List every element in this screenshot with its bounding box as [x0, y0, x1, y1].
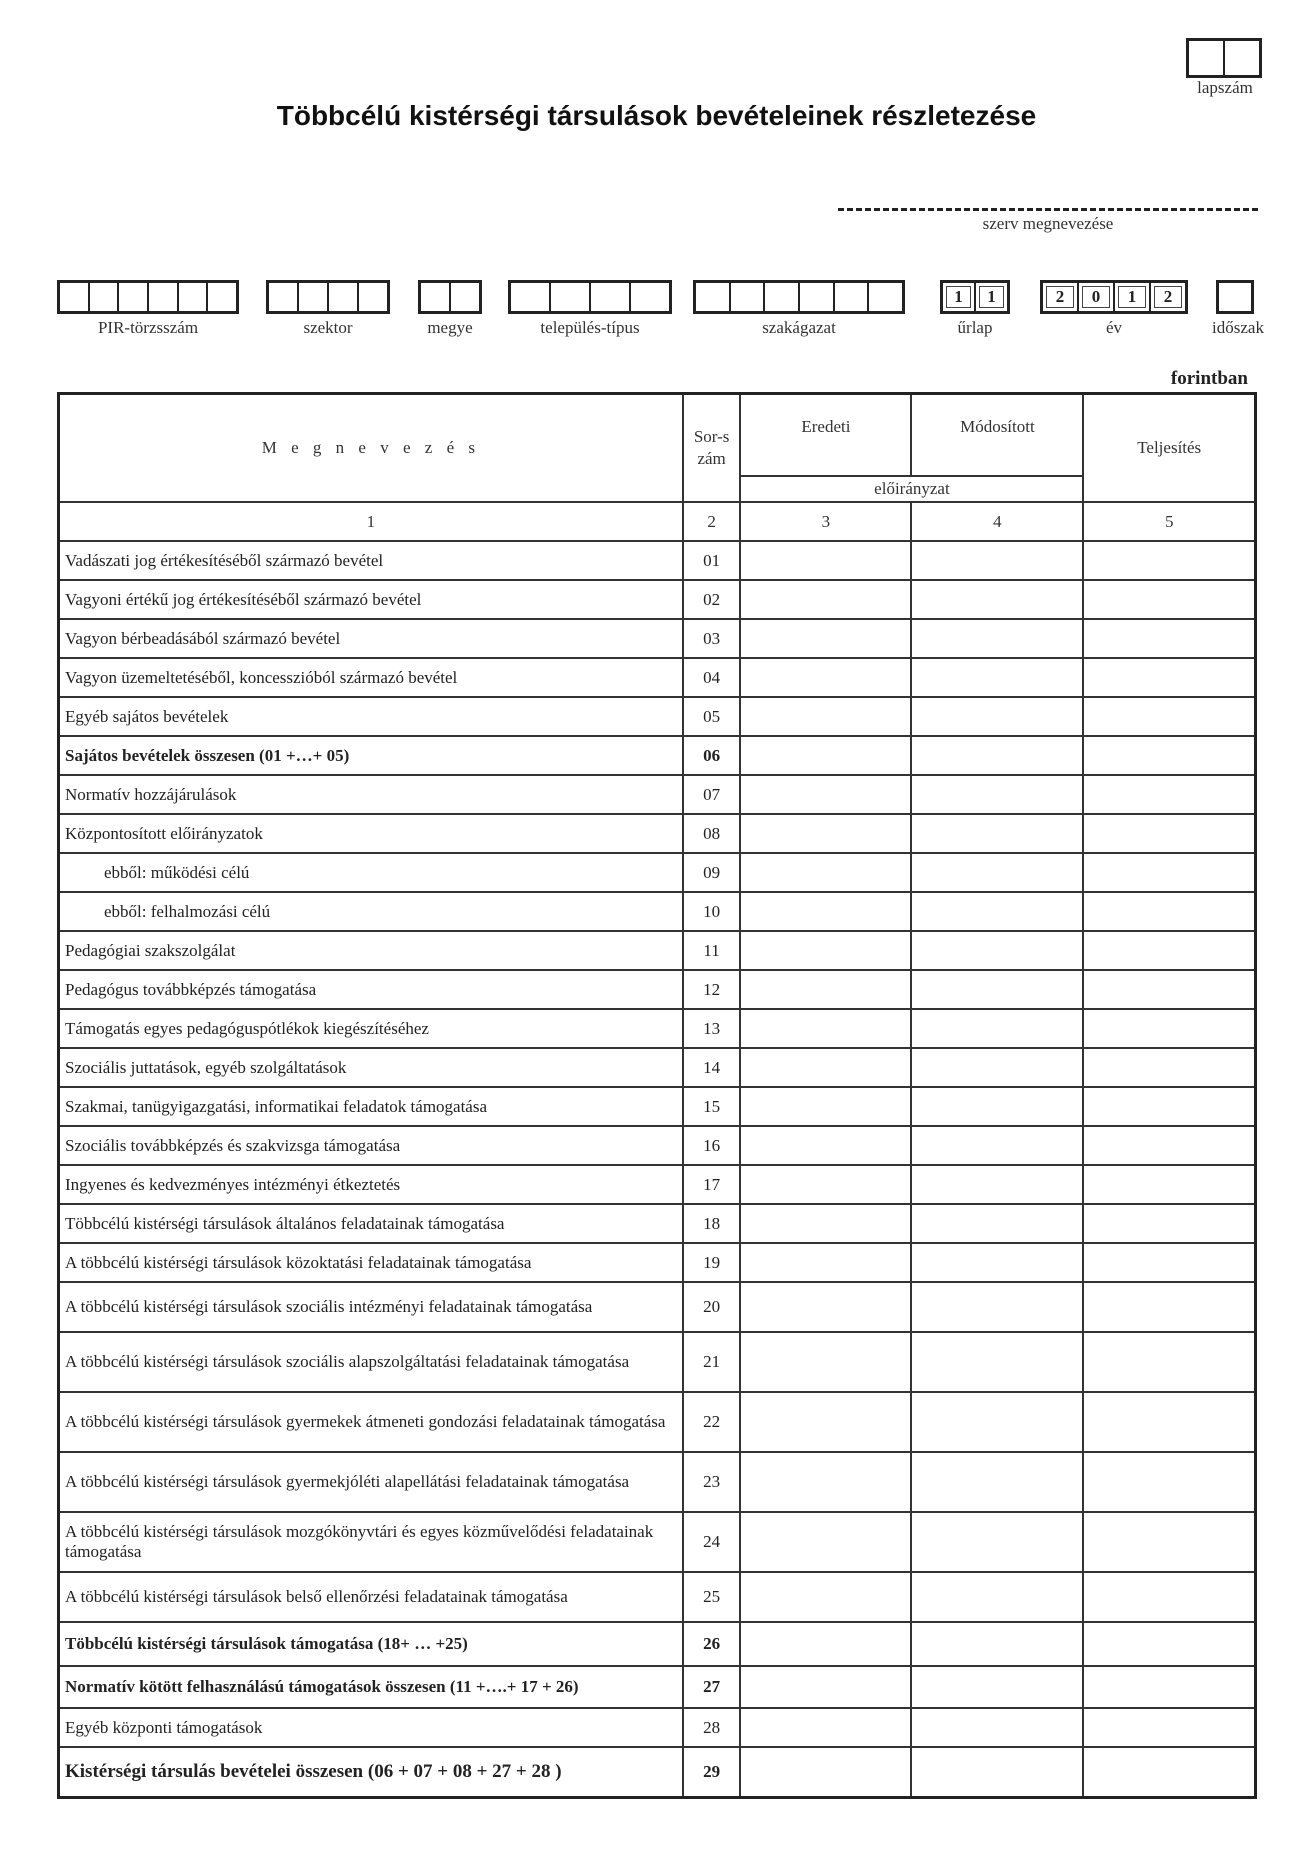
teljesites-input[interactable]	[1083, 931, 1255, 970]
code-cell[interactable]	[1219, 283, 1251, 311]
modositott-input[interactable]	[911, 1282, 1083, 1332]
table-row	[59, 1165, 1256, 1204]
szerv-label: szerv megnevezése	[982, 214, 1114, 233]
row-name: A többcélú kistérségi társulások gyermekek átmeneti gondozási feladatainak támogatása	[59, 1392, 683, 1452]
modositott-input[interactable]	[911, 970, 1083, 1009]
row-name: Többcélú kistérségi társulások támogatása (18+ … +25)	[59, 1622, 683, 1666]
row-name: Vagyoni értékű jog értékesítéséből származó bevétel	[59, 580, 683, 619]
row-name: Normatív hozzájárulások	[59, 775, 683, 814]
code-cell[interactable]	[976, 283, 1007, 311]
code-cell[interactable]	[1115, 283, 1151, 311]
modositott-input[interactable]	[911, 658, 1083, 697]
row-number: 04	[683, 658, 741, 697]
eredeti-input[interactable]	[740, 736, 911, 775]
teljesites-input[interactable]	[1083, 1666, 1255, 1708]
table-row	[59, 1452, 1256, 1512]
modositott-input[interactable]	[911, 736, 1083, 775]
code-cell[interactable]	[90, 283, 120, 311]
modositott-input[interactable]	[911, 814, 1083, 853]
teljesites-input[interactable]	[1083, 1452, 1255, 1512]
eredeti-input[interactable]	[740, 892, 911, 931]
header-sorszam-text: Sor-szám	[693, 427, 730, 468]
modositott-input[interactable]	[911, 1666, 1083, 1708]
table-row	[59, 1048, 1256, 1087]
code-box-group[interactable]	[418, 280, 482, 314]
modositott-input[interactable]	[911, 697, 1083, 736]
table-row	[59, 1332, 1256, 1392]
code-cell[interactable]	[329, 283, 359, 311]
szerv-line[interactable]	[838, 208, 1258, 211]
header-sorszam	[683, 394, 741, 503]
modositott-input[interactable]	[911, 853, 1083, 892]
code-cell[interactable]	[60, 283, 90, 311]
modositott-input[interactable]	[911, 892, 1083, 931]
table-row	[59, 892, 1256, 931]
row-name: Vagyon bérbeadásából származó bevétel	[59, 619, 683, 658]
row-number: 18	[683, 1204, 741, 1243]
modositott-input[interactable]	[911, 619, 1083, 658]
col-number: 3	[740, 502, 911, 541]
col-number: 2	[683, 502, 741, 541]
code-cell[interactable]	[731, 283, 766, 311]
row-name: Szociális juttatások, egyéb szolgáltatások	[59, 1048, 683, 1087]
eredeti-input[interactable]	[740, 1512, 911, 1572]
modositott-input[interactable]	[911, 1048, 1083, 1087]
row-number: 29	[683, 1747, 741, 1798]
modositott-input[interactable]	[911, 1572, 1083, 1622]
modositott-input[interactable]	[911, 1087, 1083, 1126]
modositott-input[interactable]	[911, 931, 1083, 970]
teljesites-input[interactable]	[1083, 658, 1255, 697]
code-box-group[interactable]	[693, 280, 905, 314]
modositott-input[interactable]	[911, 1512, 1083, 1572]
header-eredeti: Eredeti	[740, 394, 911, 477]
row-number: 06	[683, 736, 741, 775]
code-cell-value: 1	[979, 286, 1004, 308]
eredeti-input[interactable]	[740, 814, 911, 853]
eredeti-input[interactable]	[740, 619, 911, 658]
table-row	[59, 931, 1256, 970]
code-cell[interactable]	[1079, 283, 1115, 311]
column-number-row	[59, 502, 1256, 541]
code-cell[interactable]	[149, 283, 179, 311]
row-name: Többcélú kistérségi társulások általános feladatainak támogatása	[59, 1204, 683, 1243]
code-label: szektor	[303, 318, 353, 337]
code-cell[interactable]	[359, 283, 387, 311]
table-row	[59, 1009, 1256, 1048]
row-number: 20	[683, 1282, 741, 1332]
teljesites-input[interactable]	[1083, 1243, 1255, 1282]
row-number: 02	[683, 580, 741, 619]
code-label: megye	[427, 318, 473, 337]
eredeti-input[interactable]	[740, 541, 911, 580]
row-name: A többcélú kistérségi társulások közoktatási feladatainak támogatása	[59, 1243, 683, 1282]
row-number: 21	[683, 1332, 741, 1392]
table-row	[59, 1708, 1256, 1747]
eredeti-input[interactable]	[740, 580, 911, 619]
code-cell[interactable]	[299, 283, 329, 311]
eredeti-input[interactable]	[740, 1392, 911, 1452]
eredeti-input[interactable]	[740, 853, 911, 892]
teljesites-input[interactable]	[1083, 892, 1255, 931]
code-cell[interactable]	[551, 283, 591, 311]
row-name: ebből: működési célú	[59, 853, 683, 892]
row-number: 07	[683, 775, 741, 814]
row-name: Szakmai, tanügyigazgatási, informatikai feladatok támogatása	[59, 1087, 683, 1126]
teljesites-input[interactable]	[1083, 1392, 1255, 1452]
code-cell[interactable]	[421, 283, 451, 311]
code-cell[interactable]	[631, 283, 669, 311]
row-number: 24	[683, 1512, 741, 1572]
row-number: 15	[683, 1087, 741, 1126]
table-row	[59, 1622, 1256, 1666]
table-row	[59, 1666, 1256, 1708]
eredeti-input[interactable]	[740, 931, 911, 970]
header-teljesites: Teljesítés	[1083, 394, 1255, 503]
modositott-input[interactable]	[911, 775, 1083, 814]
code-cell[interactable]	[451, 283, 479, 311]
teljesites-input[interactable]	[1083, 619, 1255, 658]
table-row	[59, 541, 1256, 580]
code-cell-value: 0	[1082, 286, 1110, 308]
revenue-table	[57, 392, 1257, 1799]
code-cell[interactable]	[869, 283, 902, 311]
row-number: 11	[683, 931, 741, 970]
row-name: Normatív kötött felhasználású támogatások összesen (11 +….+ 17 + 26)	[59, 1666, 683, 1708]
row-name: Támogatás egyes pedagóguspótlékok kiegészítéséhez	[59, 1009, 683, 1048]
lapszam-box[interactable]	[1186, 38, 1262, 78]
table-row	[59, 1572, 1256, 1622]
table-row	[59, 853, 1256, 892]
modositott-input[interactable]	[911, 1452, 1083, 1512]
table-row	[59, 775, 1256, 814]
eredeti-input[interactable]	[740, 1165, 911, 1204]
table-row	[59, 580, 1256, 619]
col-number: 1	[59, 502, 683, 541]
row-name: Pedagógiai szakszolgálat	[59, 931, 683, 970]
table-row	[59, 697, 1256, 736]
row-name: Kistérségi társulás bevételei összesen (06 + 07 + 08 + 27 + 28 )	[59, 1747, 683, 1798]
code-cell[interactable]	[800, 283, 835, 311]
teljesites-input[interactable]	[1083, 541, 1255, 580]
modositott-input[interactable]	[911, 580, 1083, 619]
row-number: 28	[683, 1708, 741, 1747]
header-eloiranyzat: előirányzat	[740, 476, 1083, 502]
code-box-group[interactable]	[1040, 280, 1188, 314]
teljesites-input[interactable]	[1083, 1282, 1255, 1332]
row-number: 01	[683, 541, 741, 580]
row-number: 03	[683, 619, 741, 658]
modositott-input[interactable]	[911, 1165, 1083, 1204]
row-name: Egyéb központi támogatások	[59, 1708, 683, 1747]
code-box-group[interactable]	[1216, 280, 1254, 314]
teljesites-input[interactable]	[1083, 1204, 1255, 1243]
col-number: 5	[1083, 502, 1255, 541]
teljesites-input[interactable]	[1083, 697, 1255, 736]
eredeti-input[interactable]	[740, 658, 911, 697]
code-cell[interactable]	[208, 283, 236, 311]
teljesites-input[interactable]	[1083, 1747, 1255, 1798]
table-row	[59, 1126, 1256, 1165]
code-cell-value: 1	[946, 286, 971, 308]
teljesites-input[interactable]	[1083, 1622, 1255, 1666]
unit-label: forintban	[1170, 368, 1248, 389]
table-row	[59, 658, 1256, 697]
row-number: 22	[683, 1392, 741, 1452]
eredeti-input[interactable]	[740, 1282, 911, 1332]
teljesites-input[interactable]	[1083, 814, 1255, 853]
code-label: szakágazat	[762, 318, 836, 337]
table-header-row	[59, 394, 1256, 477]
code-cell[interactable]	[591, 283, 631, 311]
table-row	[59, 1282, 1256, 1332]
table-row	[59, 1243, 1256, 1282]
eredeti-input[interactable]	[740, 1622, 911, 1666]
row-name: Vadászati jog értékesítéséből származó bevétel	[59, 541, 683, 580]
teljesites-input[interactable]	[1083, 853, 1255, 892]
teljesites-input[interactable]	[1083, 1009, 1255, 1048]
table-row	[59, 1512, 1256, 1572]
teljesites-input[interactable]	[1083, 736, 1255, 775]
eredeti-input[interactable]	[740, 775, 911, 814]
teljesites-input[interactable]	[1083, 775, 1255, 814]
modositott-input[interactable]	[911, 1126, 1083, 1165]
eredeti-input[interactable]	[740, 1048, 911, 1087]
row-number: 14	[683, 1048, 741, 1087]
modositott-input[interactable]	[911, 1009, 1083, 1048]
table-row	[59, 970, 1256, 1009]
teljesites-input[interactable]	[1083, 1512, 1255, 1572]
table-row	[59, 1204, 1256, 1243]
code-cell[interactable]	[119, 283, 149, 311]
row-name: Egyéb sajátos bevételek	[59, 697, 683, 736]
code-label: időszak	[1212, 318, 1264, 337]
row-number: 08	[683, 814, 741, 853]
code-label: űrlap	[957, 318, 993, 337]
teljesites-input[interactable]	[1083, 1087, 1255, 1126]
modositott-input[interactable]	[911, 1204, 1083, 1243]
row-name: Ingyenes és kedvezményes intézményi étkeztetés	[59, 1165, 683, 1204]
row-number: 27	[683, 1666, 741, 1708]
code-label: település-típus	[540, 318, 640, 337]
row-name: A többcélú kistérségi társulások belső ellenőrzési feladatainak támogatása	[59, 1572, 683, 1622]
modositott-input[interactable]	[911, 1332, 1083, 1392]
code-box-group[interactable]	[940, 280, 1010, 314]
teljesites-input[interactable]	[1083, 580, 1255, 619]
code-cell-value: 1	[1118, 286, 1146, 308]
code-cell[interactable]	[179, 283, 209, 311]
header-modositott: Módosított	[911, 394, 1083, 477]
teljesites-input[interactable]	[1083, 1332, 1255, 1392]
row-name: Központosított előirányzatok	[59, 814, 683, 853]
table-row	[59, 1087, 1256, 1126]
code-label: év	[1105, 318, 1123, 337]
modositott-input[interactable]	[911, 1622, 1083, 1666]
teljesites-input[interactable]	[1083, 1572, 1255, 1622]
row-number: 10	[683, 892, 741, 931]
lapszam-cell[interactable]	[1225, 41, 1259, 75]
header-megnevezes: M e g n e v e z é s	[59, 394, 683, 503]
table-row	[59, 1392, 1256, 1452]
eredeti-input[interactable]	[740, 1126, 911, 1165]
teljesites-input[interactable]	[1083, 1126, 1255, 1165]
code-cell[interactable]	[269, 283, 299, 311]
row-number: 13	[683, 1009, 741, 1048]
table-row	[59, 814, 1256, 853]
eredeti-input[interactable]	[740, 697, 911, 736]
row-number: 12	[683, 970, 741, 1009]
row-number: 25	[683, 1572, 741, 1622]
eredeti-input[interactable]	[740, 1087, 911, 1126]
eredeti-input[interactable]	[740, 1452, 911, 1512]
teljesites-input[interactable]	[1083, 970, 1255, 1009]
modositott-input[interactable]	[911, 1392, 1083, 1452]
row-number: 17	[683, 1165, 741, 1204]
teljesites-input[interactable]	[1083, 1048, 1255, 1087]
col-number: 4	[911, 502, 1083, 541]
eredeti-input[interactable]	[740, 1204, 911, 1243]
modositott-input[interactable]	[911, 541, 1083, 580]
eredeti-input[interactable]	[740, 1572, 911, 1622]
table-row	[59, 619, 1256, 658]
row-name: Szociális továbbképzés és szakvizsga támogatása	[59, 1126, 683, 1165]
table-row	[59, 1747, 1256, 1798]
teljesites-input[interactable]	[1083, 1708, 1255, 1747]
code-box-group[interactable]	[508, 280, 672, 314]
code-label: PIR-törzsszám	[97, 318, 199, 337]
table-row	[59, 736, 1256, 775]
row-name: A többcélú kistérségi társulások mozgókönyvtári és egyes közművelődési feladatainak támogatása	[59, 1512, 683, 1572]
modositott-input[interactable]	[911, 1708, 1083, 1747]
modositott-input[interactable]	[911, 1747, 1083, 1798]
row-name: Pedagógus továbbképzés támogatása	[59, 970, 683, 1009]
eredeti-input[interactable]	[740, 970, 911, 1009]
code-box-group[interactable]	[266, 280, 390, 314]
code-cell[interactable]	[765, 283, 800, 311]
eredeti-input[interactable]	[740, 1708, 911, 1747]
lapszam-cell[interactable]	[1189, 41, 1225, 75]
code-cell[interactable]	[1043, 283, 1079, 311]
row-name: Sajátos bevételek összesen (01 +…+ 05)	[59, 736, 683, 775]
modositott-input[interactable]	[911, 1243, 1083, 1282]
page-title: Többcélú kistérségi társulások bevételeinek részletezése	[276, 100, 1037, 131]
row-name: ebből: felhalmozási célú	[59, 892, 683, 931]
lapszam-label: lapszám	[1197, 78, 1253, 97]
row-number: 26	[683, 1622, 741, 1666]
row-name: A többcélú kistérségi társulások gyermekjóléti alapellátási feladatainak támogatása	[59, 1452, 683, 1512]
code-cell[interactable]	[696, 283, 731, 311]
code-cell[interactable]	[943, 283, 976, 311]
row-name: A többcélú kistérségi társulások szociális intézményi feladatainak támogatása	[59, 1282, 683, 1332]
code-cell[interactable]	[1151, 283, 1185, 311]
code-box-group[interactable]	[57, 280, 239, 314]
code-cell[interactable]	[835, 283, 870, 311]
code-cell[interactable]	[511, 283, 551, 311]
row-number: 16	[683, 1126, 741, 1165]
eredeti-input[interactable]	[740, 1747, 911, 1798]
row-number: 05	[683, 697, 741, 736]
eredeti-input[interactable]	[740, 1243, 911, 1282]
teljesites-input[interactable]	[1083, 1165, 1255, 1204]
row-number: 19	[683, 1243, 741, 1282]
eredeti-input[interactable]	[740, 1332, 911, 1392]
eredeti-input[interactable]	[740, 1009, 911, 1048]
code-cell-value: 2	[1154, 286, 1182, 308]
row-number: 09	[683, 853, 741, 892]
row-name: Vagyon üzemeltetéséből, koncesszióból származó bevétel	[59, 658, 683, 697]
eredeti-input[interactable]	[740, 1666, 911, 1708]
row-name: A többcélú kistérségi társulások szociális alapszolgáltatási feladatainak támogatása	[59, 1332, 683, 1392]
row-number: 23	[683, 1452, 741, 1512]
code-cell-value: 2	[1046, 286, 1074, 308]
